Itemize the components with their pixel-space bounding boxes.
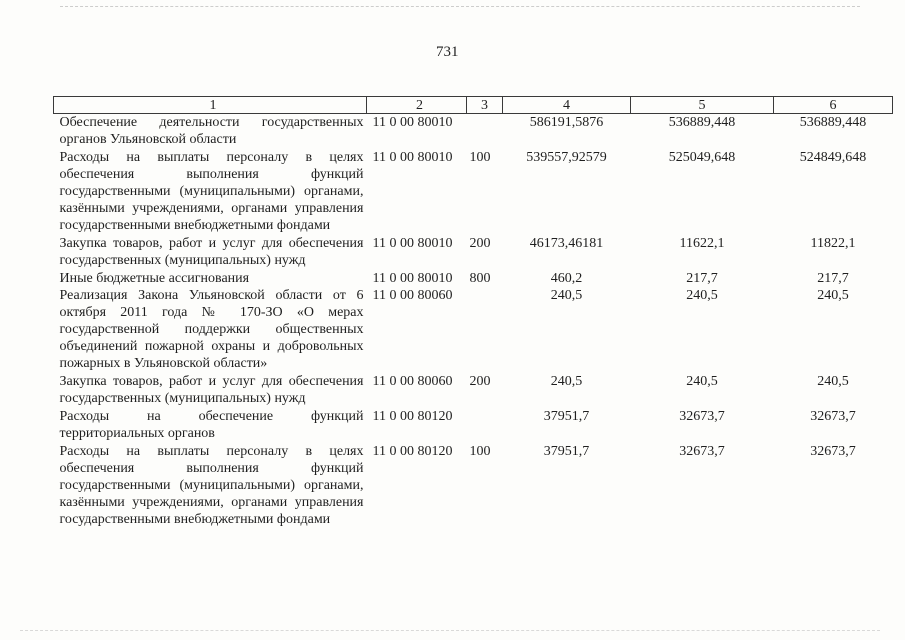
row-code: 11 0 00 80060	[372, 374, 453, 389]
header-col-1: 1	[54, 97, 367, 114]
row-vr: 100	[469, 150, 491, 165]
header-col-6: 6	[774, 97, 893, 114]
scan-edge-bottom	[20, 630, 880, 634]
row-code: 11 0 00 80010	[372, 150, 453, 165]
row-name: Закупка товаров, работ и услуг для обеспечения государственных (муниципальных) нужд	[59, 374, 364, 406]
row-name: Закупка товаров, работ и услуг для обеспечения государственных (муниципальных) нужд	[59, 236, 364, 268]
scan-edge-top	[60, 6, 860, 10]
row-value-4: 37951,7	[543, 409, 590, 424]
row-name: Иные бюджетные ассигнования	[59, 271, 250, 286]
row-value-4: 460,2	[550, 271, 583, 286]
row-vr: 800	[469, 271, 491, 286]
table-row	[54, 287, 893, 373]
row-value-6: 524849,648	[799, 150, 867, 165]
row-vr: 100	[469, 444, 491, 459]
row-vr	[467, 114, 503, 150]
row-value-5: 11622,1	[679, 236, 725, 251]
row-value-6: 240,5	[817, 374, 849, 389]
page-number: 731	[436, 44, 459, 60]
row-value-6: 536889,448	[799, 115, 867, 130]
table-row	[54, 235, 893, 270]
row-code: 11 0 00 80010	[372, 115, 453, 130]
row-code: 11 0 00 80010	[372, 271, 453, 286]
row-value-5: 240,5	[686, 374, 718, 389]
row-value-5: 240,5	[686, 288, 718, 303]
table-row	[54, 149, 893, 235]
row-value-4: 539557,92579	[526, 150, 607, 165]
table-header-row	[54, 97, 893, 114]
table-row	[54, 373, 893, 408]
header-col-2: 2	[367, 97, 467, 114]
row-value-6: 240,5	[817, 288, 849, 303]
row-vr: 200	[469, 236, 491, 251]
row-code: 11 0 00 80120	[372, 444, 453, 459]
row-value-4: 240,5	[550, 288, 583, 303]
row-value-4: 240,5	[550, 374, 583, 389]
row-name: Обеспечение деятельности государственных органов Ульяновской области	[59, 115, 364, 147]
row-name: Расходы на обеспечение функций территориальных органов	[59, 409, 364, 441]
row-value-5: 525049,648	[668, 150, 736, 165]
row-value-6: 32673,7	[810, 409, 856, 424]
row-value-6: 32673,7	[810, 444, 856, 459]
row-name: Расходы на выплаты персоналу в целях обеспечения выполнения функций государственными (муниципальными) органами, казёнными учреждениями, органами управления государственными внебюджетными фондами	[59, 150, 364, 233]
row-value-5: 32673,7	[679, 444, 725, 459]
row-value-6: 217,7	[817, 271, 849, 286]
row-value-4: 46173,46181	[529, 236, 604, 251]
table-row	[54, 114, 893, 150]
row-value-5: 536889,448	[668, 115, 736, 130]
row-name: Реализация Закона Ульяновской области от 6 октября 2011 года № 170-ЗО «О мерах государственной поддержки общественных объединений пожарной охраны и добровольных пожарных в Ульяновской области»	[59, 288, 364, 371]
budget-table	[53, 96, 893, 528]
header-col-3: 3	[467, 97, 503, 114]
row-code: 11 0 00 80010	[372, 236, 453, 251]
header-col-4: 4	[503, 97, 631, 114]
row-value-6: 11822,1	[810, 236, 856, 251]
table-row	[54, 408, 893, 443]
row-value-4: 37951,7	[543, 444, 590, 459]
header-col-5: 5	[631, 97, 774, 114]
row-vr	[467, 287, 503, 373]
row-code: 11 0 00 80120	[372, 409, 453, 424]
row-value-5: 217,7	[686, 271, 718, 286]
row-vr: 200	[469, 374, 491, 389]
row-name: Расходы на выплаты персоналу в целях обеспечения выполнения функций государственными (муниципальными) органами, казёнными учреждениями, органами управления государственными внебюджетными фондами	[59, 444, 364, 527]
row-value-4: 586191,5876	[529, 115, 604, 130]
table-row	[54, 270, 893, 287]
row-code: 11 0 00 80060	[372, 288, 453, 303]
table-row	[54, 443, 893, 528]
row-vr	[467, 408, 503, 443]
row-value-5: 32673,7	[679, 409, 725, 424]
